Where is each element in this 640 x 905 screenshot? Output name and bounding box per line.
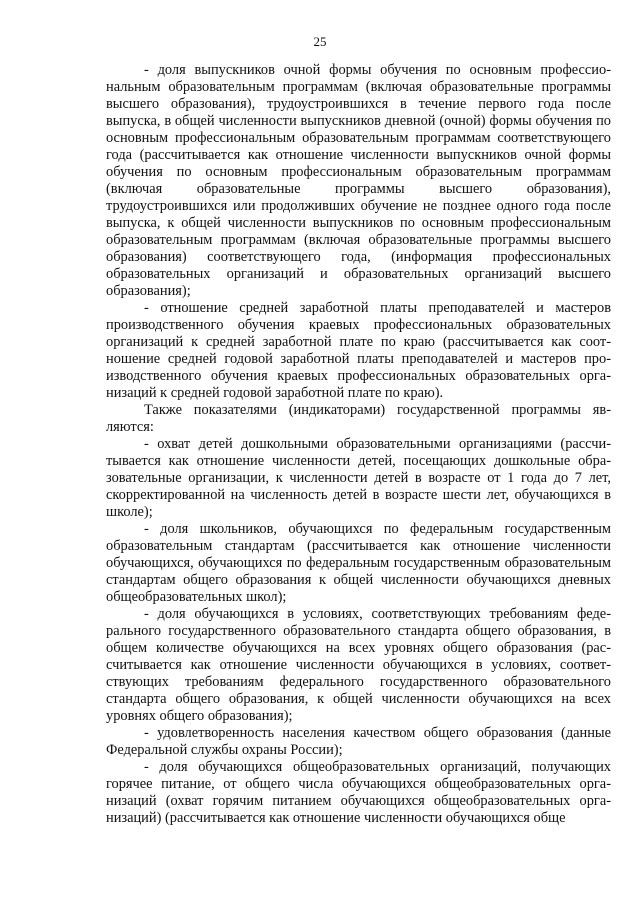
- paragraph-teacher-salary-ratio: - отношение средней заработной платы преподавателей и мастеров производственного обучения краевых профессиональных образовательных организаций к средней заработной плате по краю (рассчитывается как соотношение средней годовой заработной платы преподавателей и мастеров производственного обучения краевых профессиональных образовательных организаций к средней годовой заработной плате по краю).: [106, 300, 611, 401]
- document-body: [106, 62, 611, 827]
- paragraph-hot-meals-share: - доля обучающихся общеобразовательных организаций, получающих горячее питание, от общего числа обучающихся общеобразовательных организаций (охват горячим питанием обучающихся общеобразовательных организаций) (рассчитывается как отношение численности обучающихся обще: [106, 759, 611, 826]
- paragraph-preschool-coverage: - охват детей дошкольными образовательными организациями (рассчитывается как отношение численности детей, посещающих дошкольные образовательные организации, к численности детей в возрасте от 1 года до 7 лет, скорректированной на численность детей в возрасте шести лет, обучающихся в школе);: [106, 436, 611, 520]
- paragraph-education-satisfaction: - удовлетворенность населения качеством общего образования (данные Федеральной службы охраны России);: [106, 725, 611, 758]
- page-number: 25: [313, 34, 327, 49]
- paragraph-fgos-conditions-share: - доля обучающихся в условиях, соответствующих требованиям федерального государственного образовательного стандарта общего образования, в общем количестве обучающихся на всех уровнях общего образования (рассчитывается как отношение численности обучающихся в условиях, соответствующих требованиям федерального государственного образовательного стандарта общего образования, к общей численности обучающихся на всех уровнях общего образования);: [106, 606, 611, 724]
- paragraph-graduates-employment: - доля выпускников очной формы обучения по основным профессиональным образовательным программам (включая образовательные программы высшего образования), трудоустроившихся в течение первого года после выпуска, в общей численности выпускников дневной (очной) формы обучения по основным профессиональным образовательным программам соответствующего года (рассчитывается как отношение численности выпускников очной формы обучения по основным профессиональным образовательным программам (включая образовательные программы высшего образования), трудоустроившихся или продолживших обучение не позднее одного года после выпуска, к общей численности выпускников по основным профессиональным образовательным программам (включая образовательные программы высшего образования) соответствующего года, (информация профессиональных образовательных организаций и образовательных организаций высшего образования);: [106, 62, 611, 299]
- paragraph-fgos-students-share: - доля школьников, обучающихся по федеральным государственным образовательным стандартам (рассчитывается как отношение численности обучающихся, обучающихся по федеральным государственным образовательным стандартам общего образования к общей численности обучающихся дневных общеобразовательных школ);: [106, 521, 611, 605]
- paragraph-indicators-intro: Также показателями (индикаторами) государственной программы являются:: [106, 402, 611, 435]
